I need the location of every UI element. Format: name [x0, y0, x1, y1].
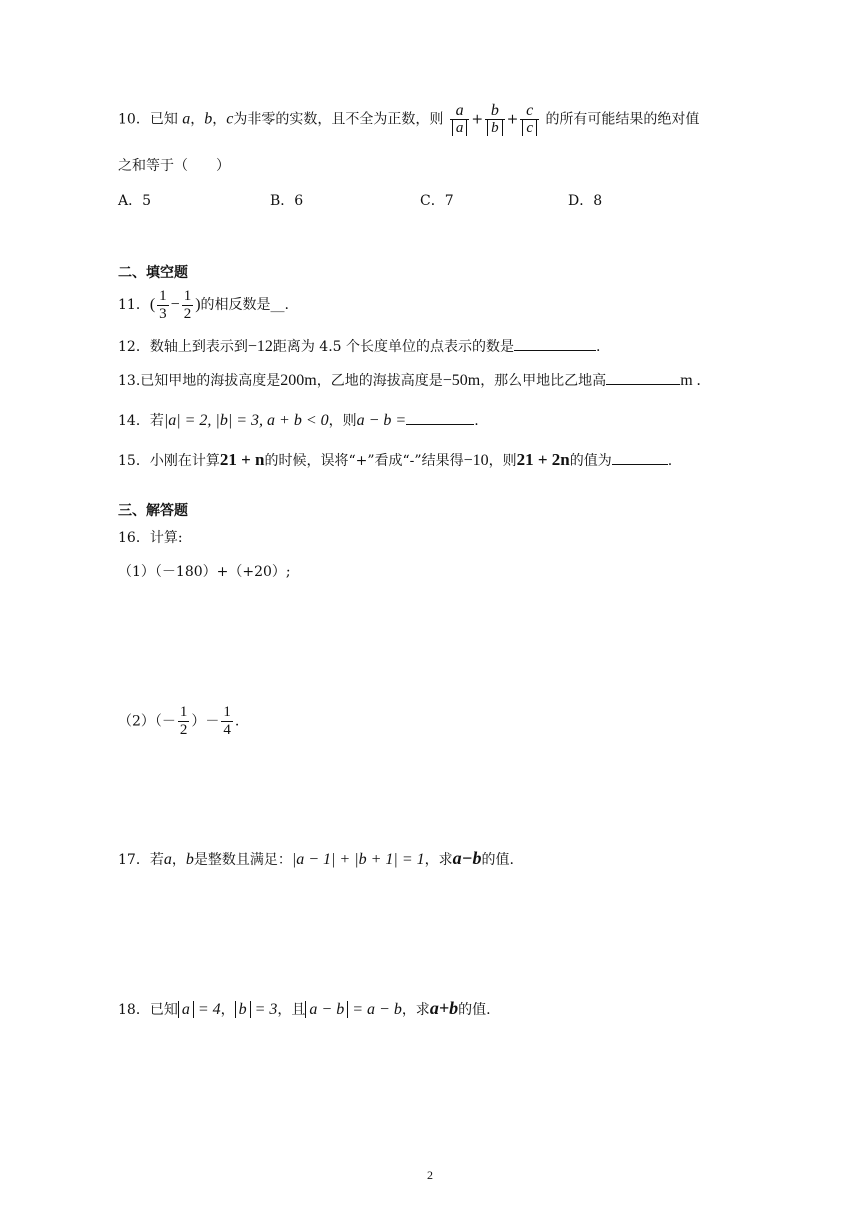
section-title-fill-in: 二、填空题 [118, 265, 188, 281]
question-16-part-1: （1）（－180）+（+20）; [118, 564, 291, 580]
condition-abs-b-eq-3: b = 3 [235, 1001, 278, 1018]
equation-abs-sum: |a − 1| + |b + 1| = 1 [291, 851, 425, 868]
value-minus-12: −12 [247, 338, 273, 355]
question-text: 小刚在计算 [149, 453, 220, 469]
var-c: c [226, 110, 234, 128]
expression-a-minus-b: a − b = [356, 412, 407, 429]
expression-a-minus-b: a−b [452, 848, 482, 868]
question-text: ，求 [401, 1002, 430, 1018]
var-b: b [204, 110, 213, 128]
question-text: ，求 [424, 852, 453, 868]
option-b: B．6 [270, 193, 304, 209]
question-number: 10． [118, 111, 150, 128]
question-text: ，乙地的海拔高度是 [316, 373, 443, 389]
question-text: 已知甲地的海拔高度是 [140, 373, 281, 389]
question-number: 11． [118, 297, 150, 314]
question-text: 的所有可能结果的绝对值 [545, 111, 700, 128]
question-text: 为非零的实数，且不全为正数，则 [233, 111, 444, 128]
option-a: A．5 [118, 193, 152, 209]
question-12 [118, 336, 600, 357]
page-number: 2 [427, 1168, 433, 1182]
value-minus-50m: −50m [442, 372, 481, 389]
question-text: 的相反数是__. [200, 297, 289, 314]
fraction-one-half: $\frac{1}{2}$ [179, 704, 188, 738]
question-text: 若 [149, 852, 164, 868]
question-16 [118, 528, 183, 548]
answer-blank [406, 410, 474, 425]
fraction-c-over-abs-c: $\frac{c}{c}$ [520, 102, 539, 137]
question-text: ）－ [191, 713, 220, 730]
value-minus-10: −10 [463, 452, 489, 469]
question-text: 已知 [149, 111, 178, 128]
question-text: 的时候，误将“+”看成“-”结果得 [264, 453, 464, 469]
condition-abs-a-eq-4: a = 4 [178, 1001, 221, 1018]
question-text: （2）（－ [118, 713, 176, 730]
expression-21-plus-n: 21 + n [219, 450, 265, 469]
question-11 [118, 288, 289, 323]
answer-blank [514, 336, 596, 351]
fraction-a-over-abs-a: $\frac{a}{a}$ [450, 102, 470, 137]
condition-abs-a-minus-b: a − b [305, 1001, 352, 1018]
question-10-line2: 之和等于（ ） [118, 158, 230, 174]
var-a: a [163, 851, 172, 868]
expression-21-plus-2n: 21 + 2n [516, 450, 570, 469]
question-16-part-2 [118, 704, 239, 739]
var-b: b [185, 851, 194, 868]
answer-blank [606, 370, 680, 385]
punctuation: ， [220, 1002, 235, 1018]
question-text: 距离为 4.5 个长度单位的点表示的数是 [272, 339, 515, 355]
question-text: ，则 [328, 413, 357, 429]
punctuation: . [234, 713, 240, 730]
question-text: 数轴上到表示到 [149, 339, 248, 355]
question-number: 13. [118, 373, 141, 389]
question-13 [118, 370, 701, 391]
answer-blank [612, 450, 668, 465]
condition-expression: |a| = 2, |b| = 3, a + b < 0 [163, 412, 329, 429]
option-d: D．8 [568, 193, 603, 209]
question-18 [118, 998, 491, 1020]
expression-one-third-minus-half: ( $\frac{1}{3}$ − $\frac{1}{2}$ ) [149, 288, 201, 322]
question-text: 的值. [458, 1002, 491, 1018]
question-text: 若 [149, 413, 164, 429]
question-text: 的值. [481, 852, 514, 868]
section-title-solutions: 三、解答题 [118, 503, 188, 519]
question-number: 17． [118, 852, 150, 868]
question-10: 10．已知 a，b，c为非零的实数，且不全为正数，则 $\frac{a}{a}$ + $\frac{b}{b}$ + $\frac{c}{c}$ 的所有可能结果的绝对值 [118, 102, 700, 136]
question-text: ，且 [277, 1002, 306, 1018]
punctuation: . [474, 413, 479, 429]
question-text: 是整数且满足： [193, 852, 292, 868]
question-number: 18． [118, 1002, 150, 1018]
punctuation: . [596, 339, 601, 355]
question-number: 16． [118, 530, 150, 546]
question-text: ，那么甲地比乙地高 [480, 373, 607, 389]
punctuation: . [667, 453, 673, 469]
question-text: 的值为 [569, 453, 612, 469]
question-text: 已知 [149, 1002, 178, 1018]
question-14 [118, 410, 479, 431]
expression-a-plus-b: a+b [429, 998, 459, 1018]
question-17: 17．若a，b是整数且满足：|a − 1| + |b + 1| = 1，求a−b的值. [118, 848, 514, 868]
question-15 [118, 450, 672, 471]
question-text: ，则 [488, 453, 517, 469]
option-c: C．7 [420, 193, 454, 209]
question-number: 15． [118, 453, 150, 469]
fraction-b-over-abs-b: $\frac{b}{b}$ [485, 102, 505, 137]
question-number: 14． [118, 413, 150, 429]
unit-m: m . [680, 372, 701, 389]
var-a: a [182, 110, 191, 128]
question-text: 计算: [149, 530, 183, 546]
fraction-one-quarter: $\frac{1}{4}$ [223, 704, 231, 738]
question-number: 12． [118, 339, 150, 355]
condition-equals-a-minus-b: = a − b [352, 1001, 402, 1018]
value-200m: 200m [280, 372, 317, 389]
